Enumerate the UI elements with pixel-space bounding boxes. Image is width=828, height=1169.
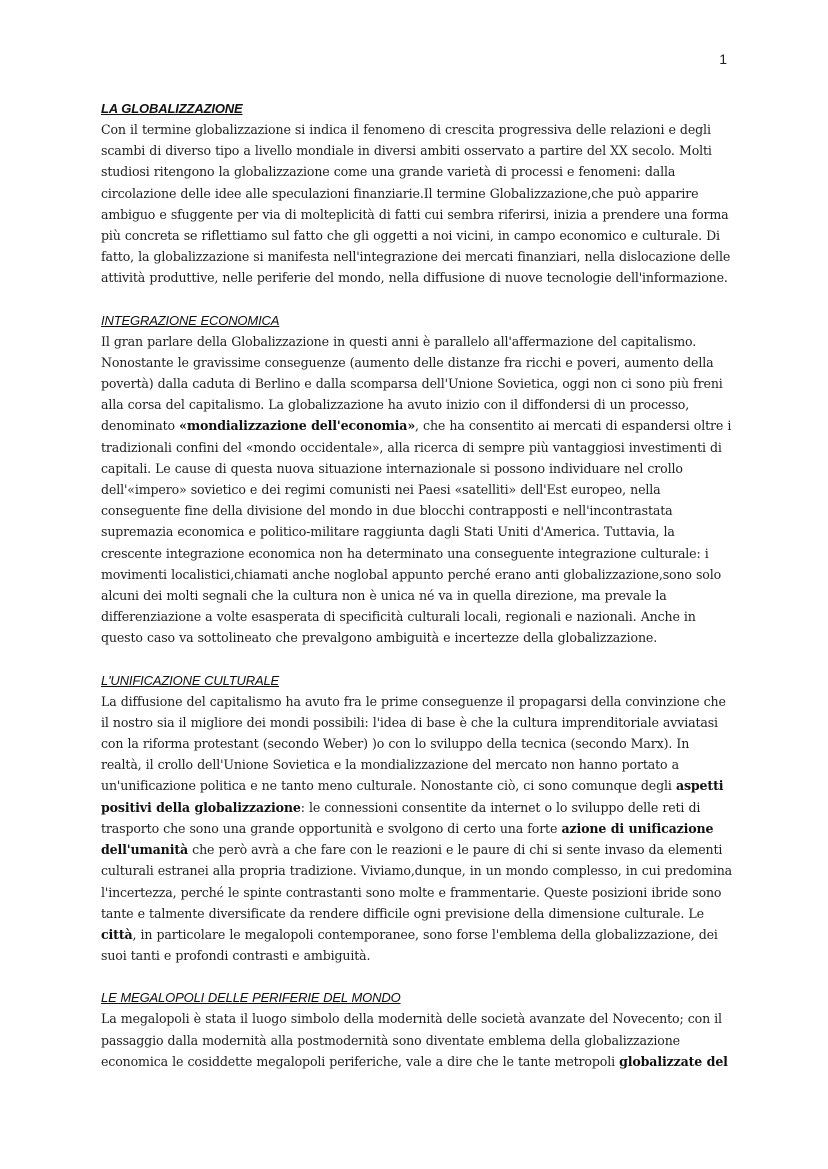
emphasis-text: globalizzate del (619, 1053, 728, 1069)
section-title: L'UNIFICAZIONE CULTURALE (101, 672, 280, 688)
section-title: LE MEGALOPOLI DELLE PERIFERIE DEL MONDO (101, 990, 401, 1006)
emphasis-text: azione di unificazione dell'umanità (101, 820, 714, 858)
emphasis-text: città (101, 926, 133, 942)
text-run: La diffusione del capitalismo ha avuto fra le prime conseguenze il propagarsi della convinzione che il nostro sia il migliore dei mondi possibili: l'idea di base è che la cultura imprenditoriale avviatasi con la riforma protestant (secondo Weber) )o con lo sviluppo della tecnica (secondo Marx). In realtà, il crollo dell'Unione Sovietica e la mondializzazione del mercato non hanno portato a un'unificazione politica e ne tanto meno culturale. Nonostante ciò, ci sono comunque degli (101, 693, 726, 794)
emphasis-text: aspetti positivi della globalizzazione (101, 778, 724, 815)
section-paragraph (101, 119, 733, 289)
section-paragraph (101, 331, 733, 649)
text-run: Con il termine globalizzazione si indica il fenomeno di crescita progressiva delle relazioni e degli scambi di diverso tipo a livello mondiale in diversi ambiti osservato a partire del XX secolo. Molti studiosi ritengono la globalizzazione come una grande varietà di processi e fenomeni: dalla circolazione delle idee alle speculazioni finanziarie.Il termine Globalizzazione,che può apparire ambiguo e sfuggente per via di molteplicità di fatti cui sembra riferirsi, inizia a prendere una forma più concreta se riflettiamo sul fatto che gli oggetti a noi vicini, in campo economico e culturale. Di fatto, la globalizzazione si manifesta nell'integrazione dei mercati finanziari, nella dislocazione delle attività produttive, nelle periferie del mondo, nella diffusione di nuove tecnologie dell'informazione. (101, 122, 731, 286)
text-run: , in particolare le megalopoli contemporanee, sono forse l'emblema della globalizzazione, dei suoi tanti e profondi contrasti e ambiguità. (101, 926, 718, 964)
section-unificazione-culturale (101, 670, 733, 967)
text-run: Il gran parlare della Globalizzazione in questi anni è parallelo all'affermazione del capitalismo. Nonostante le gravissime conseguenze (aumento delle distanze fra ricchi e poveri, aumento della povertà) dalla caduta di Berlino e dalla scomparsa dell'Unione Sovietica, oggi non ci sono più freni alla corsa del capitalismo. La globalizzazione ha avuto inizio con il diffondersi di un processo, denominato (101, 333, 723, 434)
text-run: che però avrà a che fare con le reazioni e le paure di chi si sente invaso da elementi culturali estranei alla propria tradizione. Viviamo,dunque, in un mondo complesso, in cui predomina l'incertezza, perché le spinte contrastanti sono molte e frammentarie. Queste posizioni ibride sono tante e talmente diversificate da rendere difficile ogni previsione della dimensione culturale. Le (101, 842, 733, 921)
emphasis-text: «mondializzazione dell'economia» (179, 418, 416, 434)
section-megalopoli (101, 987, 733, 1072)
section-globalizzazione (101, 98, 733, 289)
text-run: : le connessioni consentite da internet o lo sviluppo delle reti di trasporto che sono una grande opportunità e svolgono di certo una forte (101, 799, 701, 836)
section-paragraph (101, 1008, 733, 1072)
section-title: LA GLOBALIZZAZIONE (101, 101, 243, 116)
section-integrazione-economica (101, 310, 733, 649)
text-run: La megalopoli è stata il luogo simbolo della modernità delle società avanzate del Novecento; con il passaggio dalla modernità alla postmodernità sono diventate emblema della globalizzazione economica le cosiddette megalopoli periferiche, vale a dire che le tante metropoli (101, 1011, 722, 1069)
section-paragraph (101, 691, 733, 967)
section-title: INTEGRAZIONE ECONOMICA (101, 312, 280, 328)
page-number: 1 (719, 51, 727, 67)
document-body (101, 98, 733, 1093)
text-run: , che ha consentito ai mercati di espandersi oltre i tradizionali confini del «mondo occidentale», alla ricerca di sempre più vantaggiosi investimenti di capitali. Le cause di questa nuova situazione internazionale si possono individuare nel crollo dell'«impero» sovietico e dei regimi comunisti nei Paesi «satelliti» dell'Est europeo, nella conseguente fine della divisione del mondo in due blocchi contrapposti e nell'incontrastata supremazia economica e politico-militare raggiunta dagli Stati Uniti d'America. Tuttavia, la crescente integrazione economica non ha determinato una conseguente integrazione culturale: i movimenti localistici,chiamati anche noglobal appunto perché erano anti globalizzazione,sono solo alcuni dei molti segnali che la cultura non è unica né va in quella direzione, ma prevale la differenziazione a volte esasperata di specificità culturali locali, regionali e nazionali. Anche in questo caso va sottolineato che prevalgono ambiguità e incertezze della globalizzazione. (101, 418, 732, 646)
